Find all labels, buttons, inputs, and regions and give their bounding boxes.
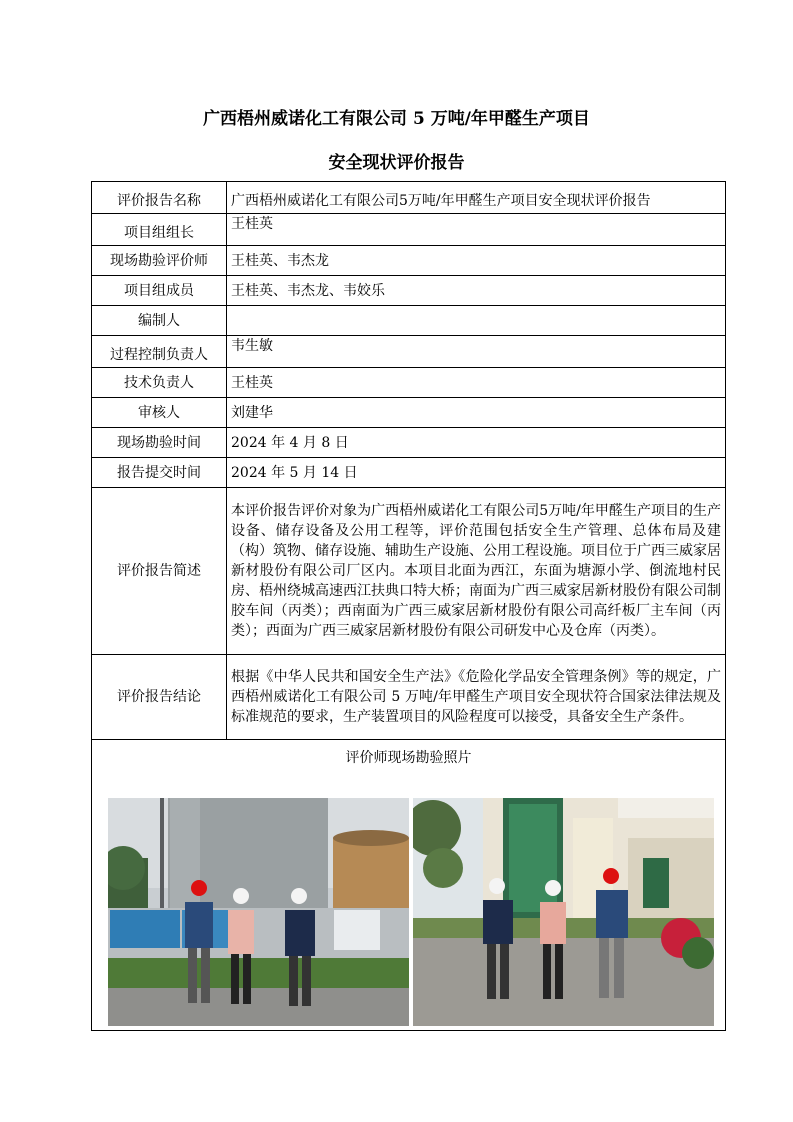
row-value-reviewer: 刘建华 — [227, 398, 726, 428]
row-value-report-name: 广西梧州威诺化工有限公司5万吨/年甲醛生产项目安全现状评价报告 — [227, 182, 726, 214]
site-photo-office — [413, 798, 714, 1026]
table-row — [92, 246, 726, 276]
table-row — [92, 306, 726, 336]
summary-text: 本评价报告评价对象为广西梧州威诺化工有限公司5万吨/年甲醛生产项目的生产设备、储存设备及公用工程等，评价范围包括安全生产管理、总体布局及建（构）筑物、储存设施、辅助生产设施、公用工程设施。项目位于广西三威家居新材股份有限公司厂区内。本项目北面为西江，东面为塘源小学、倒流地村民房、梧州绕城高速西江扶典口特大桥；南面为广西三威家居新材股份有限公司制胶车间（丙类）；西南面为广西三威家居新材股份有限公司高纤板厂主车间（丙类）；西面为广西三威家居新材股份有限公司研发中心及仓库（丙类）。 — [227, 488, 726, 655]
table-row — [92, 740, 726, 1031]
table-row — [92, 276, 726, 306]
row-value-team-leader: 王桂英 — [227, 214, 726, 246]
row-label-team-leader: 项目组组长 — [92, 214, 227, 246]
table-row — [92, 488, 726, 655]
report-info-table — [91, 181, 726, 1031]
photos-cell — [92, 740, 726, 1031]
row-value-team-members: 王桂英、韦杰龙、韦姣乐 — [227, 276, 726, 306]
table-row — [92, 458, 726, 488]
row-label-compiler: 编制人 — [92, 306, 227, 336]
row-value-submit-date: 2024 年 5 月 14 日 — [227, 458, 726, 488]
site-photo-tanks — [108, 798, 409, 1026]
row-label-report-name: 评价报告名称 — [92, 182, 227, 214]
row-label-process-control: 过程控制负责人 — [92, 336, 227, 368]
report-title-line2: 安全现状评价报告 — [328, 153, 465, 173]
row-value-site-assessor: 王桂英、韦杰龙 — [227, 246, 726, 276]
photos-caption: 评价师现场勘验照片 — [345, 750, 472, 766]
conclusion-label: 评价报告结论 — [92, 655, 227, 740]
row-value-survey-date: 2024 年 4 月 8 日 — [227, 428, 726, 458]
summary-label: 评价报告简述 — [92, 488, 227, 655]
table-row — [92, 428, 726, 458]
row-label-site-assessor: 现场勘验评价师 — [92, 246, 227, 276]
table-row — [92, 182, 726, 214]
table-row — [92, 336, 726, 368]
row-label-technical-lead: 技术负责人 — [92, 368, 227, 398]
row-label-reviewer: 审核人 — [92, 398, 227, 428]
row-value-process-control: 韦生敏 — [227, 336, 726, 368]
row-label-submit-date: 报告提交时间 — [92, 458, 227, 488]
table-row — [92, 368, 726, 398]
report-title-line1: 广西梧州威诺化工有限公司 5 万吨/年甲醛生产项目 — [203, 109, 590, 129]
row-label-survey-date: 现场勘验时间 — [92, 428, 227, 458]
table-row — [92, 398, 726, 428]
row-value-technical-lead: 王桂英 — [227, 368, 726, 398]
table-row — [92, 655, 726, 740]
conclusion-text: 根据《中华人民共和国安全生产法》《危险化学品安全管理条例》等的规定，广西梧州威诺化工有限公司 5 万吨/年甲醛生产项目安全现状符合国家法律法规及标准规范的要求，生产装置项目的风险程度可以接受，具备安全生产条件。 — [227, 655, 726, 740]
row-value-compiler — [227, 306, 726, 336]
table-row — [92, 214, 726, 246]
row-label-team-members: 项目组成员 — [92, 276, 227, 306]
